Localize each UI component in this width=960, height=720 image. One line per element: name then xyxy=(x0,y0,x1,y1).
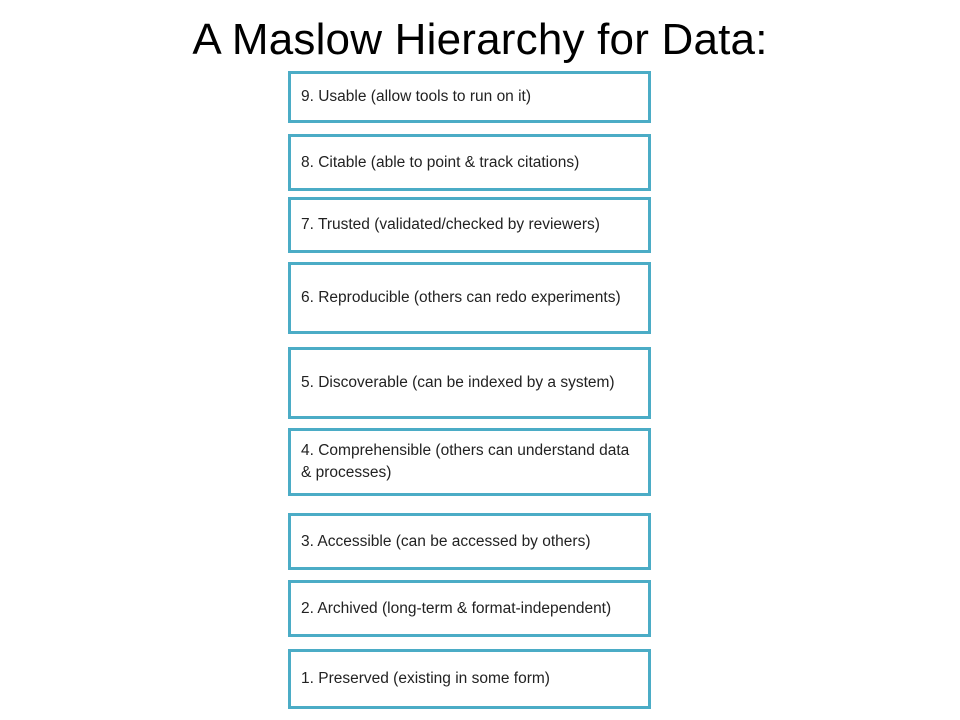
level-2-label: 2. Archived (long-term & format-independent) xyxy=(301,599,612,617)
level-1-box xyxy=(288,649,651,709)
level-4-box xyxy=(288,428,651,496)
level-7-label: 7. Trusted (validated/checked by reviewers) xyxy=(301,216,600,233)
level-7-box xyxy=(288,197,651,253)
level-6-box xyxy=(288,262,651,334)
level-8-label: 8. Citable (able to point & track citations) xyxy=(301,153,580,171)
level-2-box xyxy=(288,580,651,637)
level-3-label: 3. Accessible (can be accessed by others) xyxy=(301,532,591,550)
level-3-box xyxy=(288,513,651,570)
level-9-label: 9. Usable (allow tools to run on it) xyxy=(301,88,532,105)
hierarchy-stack xyxy=(288,0,651,720)
level-6-label: 6. Reproducible (others can redo experiments) xyxy=(301,289,621,306)
level-5-label: 5. Discoverable (can be indexed by a system) xyxy=(301,374,615,391)
diagram-title: A Maslow Hierarchy for Data: xyxy=(192,15,768,64)
level-9-box xyxy=(288,71,651,123)
level-8-box xyxy=(288,134,651,191)
level-1-label: 1. Preserved (existing in some form) xyxy=(301,670,550,687)
level-4-label: 4. Comprehensible (others can understand data & processes) xyxy=(301,442,630,481)
level-5-box xyxy=(288,347,651,419)
